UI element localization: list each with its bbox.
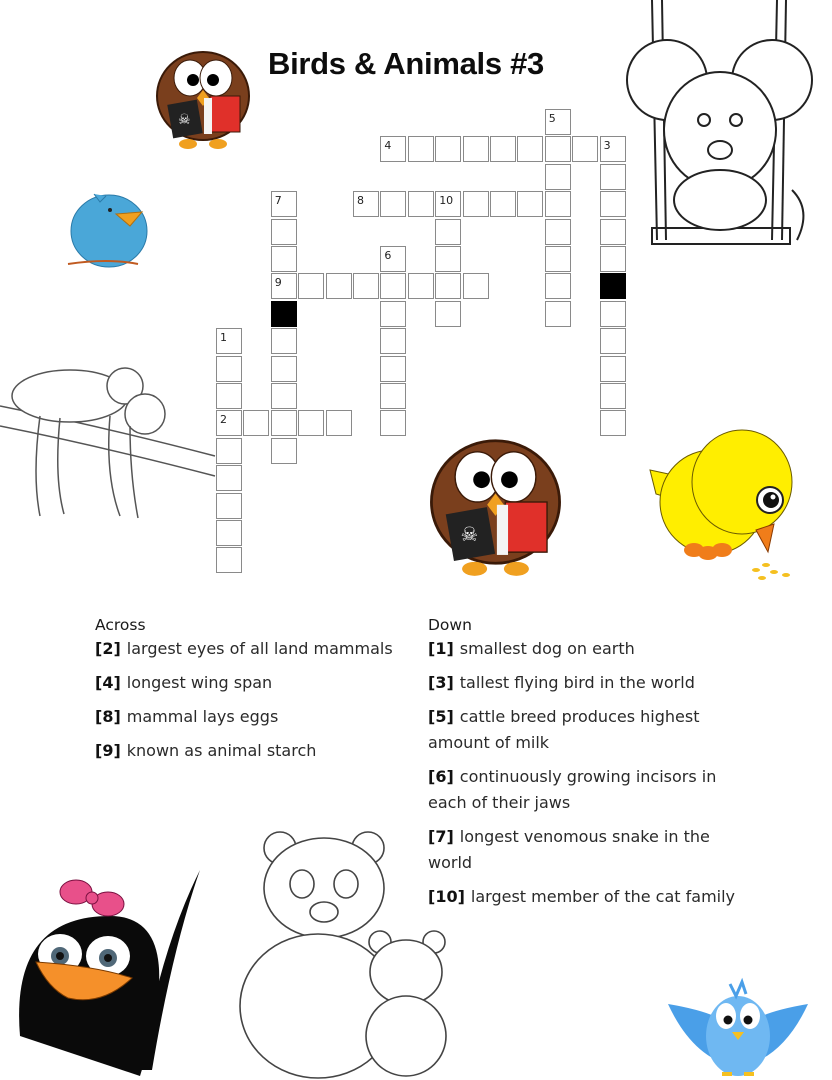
clue-across-8	[95, 704, 415, 730]
clue-down-1	[428, 636, 748, 662]
clue-text: largest member of the cat family	[470, 887, 736, 906]
clue-number: [10]	[428, 887, 465, 906]
grid-cell[interactable]	[545, 136, 571, 162]
cell-number: 7	[274, 194, 282, 208]
grid-cell[interactable]	[490, 191, 516, 217]
grid-cell[interactable]	[271, 356, 297, 382]
sloth-illustration	[0, 356, 220, 531]
clue-across-9	[95, 738, 415, 764]
owl-illustration-top	[148, 40, 258, 152]
grid-cell[interactable]	[298, 273, 324, 299]
grid-cell[interactable]	[380, 191, 406, 217]
grid-cell[interactable]	[326, 410, 352, 436]
grid-cell[interactable]	[463, 191, 489, 217]
penguin-illustration	[0, 866, 210, 1080]
down-clues	[428, 616, 748, 918]
grid-cell[interactable]	[517, 136, 543, 162]
grid-cell[interactable]	[435, 246, 461, 272]
clue-number: [2]	[95, 639, 121, 658]
across-clues	[95, 616, 415, 772]
mouse-on-swing-illustration	[622, 0, 822, 252]
grid-cell[interactable]	[380, 136, 406, 162]
grid-cell[interactable]	[463, 136, 489, 162]
svg-text:☠: ☠	[460, 523, 479, 546]
grid-cell[interactable]	[545, 109, 571, 135]
clue-number: [9]	[95, 741, 121, 760]
grid-cell[interactable]	[600, 356, 626, 382]
page-title: Birds & Animals #3	[268, 46, 544, 81]
grid-cell[interactable]	[435, 301, 461, 327]
clue-across-2	[95, 636, 415, 662]
grid-cell[interactable]	[271, 410, 297, 436]
grid-cell[interactable]	[380, 301, 406, 327]
grid-cell[interactable]	[271, 273, 297, 299]
clue-text: longest venomous snake in the world	[428, 827, 710, 872]
across-heading: Across	[95, 616, 146, 634]
grid-cell[interactable]	[600, 410, 626, 436]
cell-number: 2	[220, 413, 227, 427]
clue-number: [1]	[428, 639, 454, 658]
grid-cell[interactable]	[572, 136, 598, 162]
cell-number: 8	[357, 194, 364, 208]
grid-cell[interactable]	[463, 273, 489, 299]
clue-text: known as animal starch	[126, 741, 317, 760]
grid-cell[interactable]	[490, 136, 516, 162]
grid-cell[interactable]	[600, 328, 626, 354]
clue-text: continuously growing incisors in each of their jaws	[428, 767, 717, 812]
grid-cell[interactable]	[298, 410, 324, 436]
grid-cell[interactable]	[271, 191, 297, 217]
grid-cell[interactable]	[408, 191, 434, 217]
grid-cell[interactable]	[435, 136, 461, 162]
grid-cell[interactable]	[271, 328, 297, 354]
clue-text: largest eyes of all land mammals	[126, 639, 393, 658]
grid-cell[interactable]	[600, 301, 626, 327]
grid-cell[interactable]	[545, 301, 571, 327]
cell-number: 3	[603, 139, 611, 153]
grid-cell[interactable]	[545, 164, 571, 190]
grid-cell[interactable]	[271, 438, 297, 464]
grid-cell[interactable]	[380, 383, 406, 409]
svg-text:☠: ☠	[178, 112, 191, 128]
grid-black-cell	[271, 301, 297, 327]
clue-text: tallest flying bird in the world	[459, 673, 695, 692]
grid-cell[interactable]	[380, 410, 406, 436]
blue-bird-flapping-illustration	[644, 974, 832, 1080]
cell-number: 4	[384, 139, 392, 153]
clue-number: [6]	[428, 767, 454, 786]
grid-cell[interactable]	[216, 328, 242, 354]
grid-cell[interactable]	[408, 273, 434, 299]
grid-black-cell	[600, 273, 626, 299]
grid-cell[interactable]	[243, 410, 269, 436]
grid-cell[interactable]	[353, 273, 379, 299]
grid-cell[interactable]	[408, 136, 434, 162]
grid-cell[interactable]	[545, 219, 571, 245]
grid-cell[interactable]	[600, 383, 626, 409]
grid-cell[interactable]	[326, 273, 352, 299]
grid-cell[interactable]	[380, 328, 406, 354]
grid-cell[interactable]	[271, 383, 297, 409]
clue-text: longest wing span	[126, 673, 273, 692]
cell-number: 5	[548, 112, 556, 125]
pandas-illustration	[238, 826, 448, 1080]
clue-number: [5]	[428, 707, 454, 726]
clue-down-7	[428, 824, 748, 876]
clue-number: [7]	[428, 827, 454, 846]
clue-down-6	[428, 764, 748, 816]
grid-cell[interactable]	[435, 219, 461, 245]
yellow-chick-illustration	[646, 420, 806, 588]
grid-cell[interactable]	[353, 191, 379, 217]
clue-number: [4]	[95, 673, 121, 692]
clue-across-4	[95, 670, 415, 696]
down-heading: Down	[428, 616, 472, 634]
blue-bird-illustration	[64, 186, 154, 272]
grid-cell[interactable]	[271, 219, 297, 245]
grid-cell[interactable]	[435, 191, 461, 217]
grid-cell[interactable]	[216, 547, 242, 573]
grid-cell[interactable]	[545, 246, 571, 272]
grid-cell[interactable]	[435, 273, 461, 299]
clue-down-5	[428, 704, 748, 756]
cell-number: 6	[384, 249, 392, 262]
grid-cell[interactable]	[545, 273, 571, 299]
clue-down-10	[428, 884, 748, 910]
cell-number: 1	[220, 331, 227, 345]
clue-number: [3]	[428, 673, 454, 692]
grid-cell[interactable]	[380, 273, 406, 299]
owl-illustration-center	[418, 424, 573, 580]
cell-number: 10	[439, 194, 454, 208]
grid-cell[interactable]	[517, 191, 543, 217]
grid-cell[interactable]	[380, 246, 406, 272]
grid-cell[interactable]	[380, 356, 406, 382]
clue-down-3	[428, 670, 748, 696]
clue-text: smallest dog on earth	[459, 639, 635, 658]
clue-number: [8]	[95, 707, 121, 726]
grid-cell[interactable]	[545, 191, 571, 217]
grid-cell[interactable]	[271, 246, 297, 272]
clue-text: mammal lays eggs	[126, 707, 279, 726]
cell-number: 9	[274, 276, 282, 290]
clue-text: cattle breed produces highest amount of milk	[428, 707, 700, 752]
